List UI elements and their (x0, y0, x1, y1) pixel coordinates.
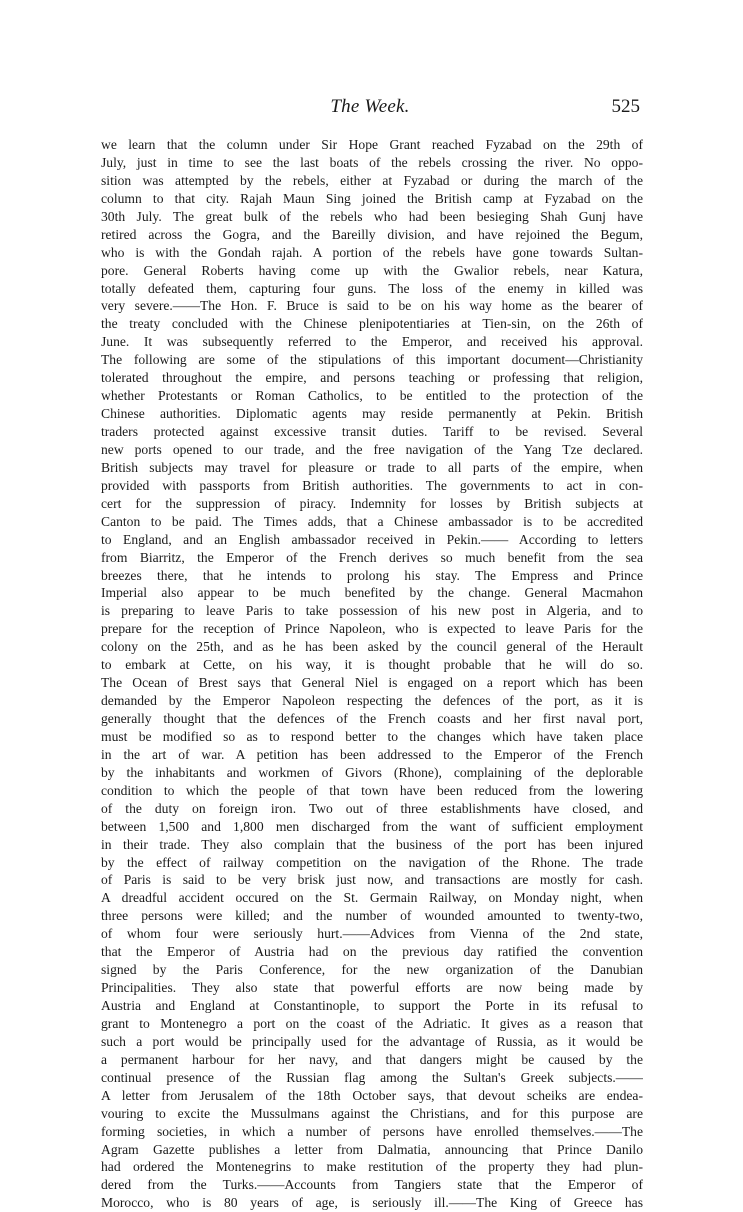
text-line: Imperial also appear to be much benefited by the change. General Macmahon (101, 585, 643, 601)
text-line: colony on the 25th, and as he has been asked by the council general of the Herault (101, 639, 643, 655)
text-line: to England, and an English ambassador received in Pekin.—— According to letters (101, 531, 643, 547)
text-line: three persons were killed; and the number of wounded amounted to twenty-two, (101, 908, 643, 924)
text-line: cert for the suppression of piracy. Indemnity for losses by British subjects at (101, 495, 643, 511)
text-line: forming societies, in which a number of persons have enrolled themselves.——The (101, 1123, 643, 1139)
text-line: Morocco, who is 80 years of age, is seriously ill.——The King of Greece has (101, 1195, 643, 1211)
page-number: 525 (611, 96, 640, 117)
text-line: such a port would be principally used for the advantage of Russia, as it would be (101, 1033, 643, 1049)
text-line: 30th July. The great bulk of the rebels who had been besieging Shah Gunj have (101, 208, 643, 224)
text-line: from Biarritz, the Emperor of the French derives so much benefit from the sea (101, 549, 643, 565)
text-line: July, just in time to see the last boats of the rebels crossing the river. No oppo- (101, 154, 643, 170)
text-line: in the art of war. A petition has been addressed to the Emperor of the French (101, 746, 643, 762)
text-line: retired across the Gogra, and the Bareilly division, and have rejoined the Begum, (101, 226, 643, 242)
text-line: British subjects may travel for pleasure or trade to all parts of the empire, when (101, 459, 643, 475)
text-line: by the effect of railway competition on the navigation of the Rhone. The trade (101, 854, 643, 870)
text-line: generally thought that the defences of the French coasts and her first naval port, (101, 711, 643, 726)
text-line: of the duty on foreign iron. Two out of three establishments have closed, and (101, 800, 643, 816)
text-line: whether Protestants or Roman Catholics, to be entitled to the protection of the (101, 388, 643, 404)
text-line: new ports opened to our trade, and the free navigation of the Yang Tze declared. (101, 441, 643, 457)
text-line: signed by the Paris Conference, for the new organization of the Danubian (101, 962, 643, 978)
text-line: that the Emperor of Austria had on the previous day ratified the convention (101, 944, 643, 960)
text-line: Canton to be paid. The Times adds, that a Chinese ambassador is to be accredited (101, 513, 643, 529)
text-line: who is with the Gondah rajah. A portion of the rebels have gone towards Sultan- (101, 244, 643, 260)
text-line: pore. General Roberts having come up with the Gwalior rebels, near Katura, (101, 262, 643, 278)
text-line: totally defeated them, capturing four guns. The loss of the enemy in killed was (101, 280, 643, 296)
text-line: is preparing to leave Paris to take possession of his new post in Algeria, and to (101, 603, 643, 619)
article-body (101, 136, 643, 1212)
text-line: tolerated throughout the empire, and persons teaching or professing that religion, (101, 370, 643, 386)
text-line: vouring to excite the Mussulmans against the Christians, and for this purpose are (101, 1105, 643, 1121)
text-line: a permanent harbour for her navy, and that dangers might be caused by the (101, 1051, 643, 1067)
text-line: continual presence of the Russian flag among the Sultan's Greek subjects.—— (101, 1069, 643, 1085)
text-line: to embark at Cette, on his way, it is thought probable that he will do so. (101, 657, 643, 673)
running-title: The Week. (330, 96, 410, 117)
text-line: Austria and England at Constantinople, to support the Porte in its refusal to (101, 998, 643, 1013)
text-line: condition to which the people of that town have been reduced from the lowering (101, 782, 643, 798)
text-line: must be modified so as to respond better to the changes which have taken place (101, 728, 643, 744)
text-line: Agram Gazette publishes a letter from Dalmatia, announcing that Prince Danilo (101, 1141, 643, 1157)
text-line: Chinese authorities. Diplomatic agents may reside permanently at Pekin. British (101, 406, 643, 422)
text-line: column to that city. Rajah Maun Sing joined the British camp at Fyzabad on the (101, 190, 643, 206)
text-line: dered from the Turks.——Accounts from Tangiers state that the Emperor of (101, 1177, 643, 1193)
text-line: June. It was subsequently referred to the Emperor, and received his approval. (101, 334, 643, 350)
text-line: of whom four were seriously hurt.——Advices from Vienna of the 2nd state, (101, 926, 643, 942)
text-line: prepare for the reception of Prince Napoleon, who is expected to leave Paris for the (101, 621, 643, 637)
text-line: A dreadful accident occured on the St. Germain Railway, on Monday night, when (101, 890, 643, 906)
text-line: A letter from Jerusalem of the 18th October says, that devout scheiks are endea- (101, 1087, 643, 1103)
text-line: grant to Montenegro a port on the coast of the Adriatic. It gives as a reason that (101, 1015, 643, 1031)
text-line: breezes there, that he intends to prolong his stay. The Empress and Prince (101, 567, 643, 583)
text-line: had ordered the Montenegrins to make restitution of the property they had plun- (101, 1159, 643, 1175)
text-line: sition was attempted by the rebels, either at Fyzabad or during the march of the (101, 172, 643, 188)
text-line: very severe.——The Hon. F. Bruce is said to be on his way home as the bearer of (101, 298, 643, 314)
text-line: by the inhabitants and workmen of Givors (Rhone), complaining of the deplorable (101, 764, 643, 780)
text-line: provided with passports from British authorities. The governments to act in con- (101, 477, 643, 493)
text-line: The Ocean of Brest says that General Niel is engaged on a report which has been (101, 675, 643, 691)
text-line: Principalities. They also state that powerful efforts are now being made by (101, 980, 643, 996)
text-line: The following are some of the stipulations of this important document—Christianity (101, 352, 643, 368)
text-line: the treaty concluded with the Chinese plenipotentiaries at Tien-sin, on the 26th of (101, 316, 643, 332)
running-head (100, 96, 640, 124)
text-line: in their trade. They also complain that the business of the port has been injured (101, 836, 643, 852)
text-line: traders protected against excessive transit duties. Tariff to be revised. Several (101, 424, 643, 439)
text-line: between 1,500 and 1,800 men discharged from the want of sufficient employment (101, 818, 643, 834)
text-line: we learn that the column under Sir Hope Grant reached Fyzabad on the 29th of (101, 137, 643, 152)
text-line: demanded by the Emperor Napoleon respecting the defences of the port, as it is (101, 693, 643, 709)
text-line: of Paris is said to be very brisk just now, and transactions are mostly for cash. (101, 872, 643, 888)
